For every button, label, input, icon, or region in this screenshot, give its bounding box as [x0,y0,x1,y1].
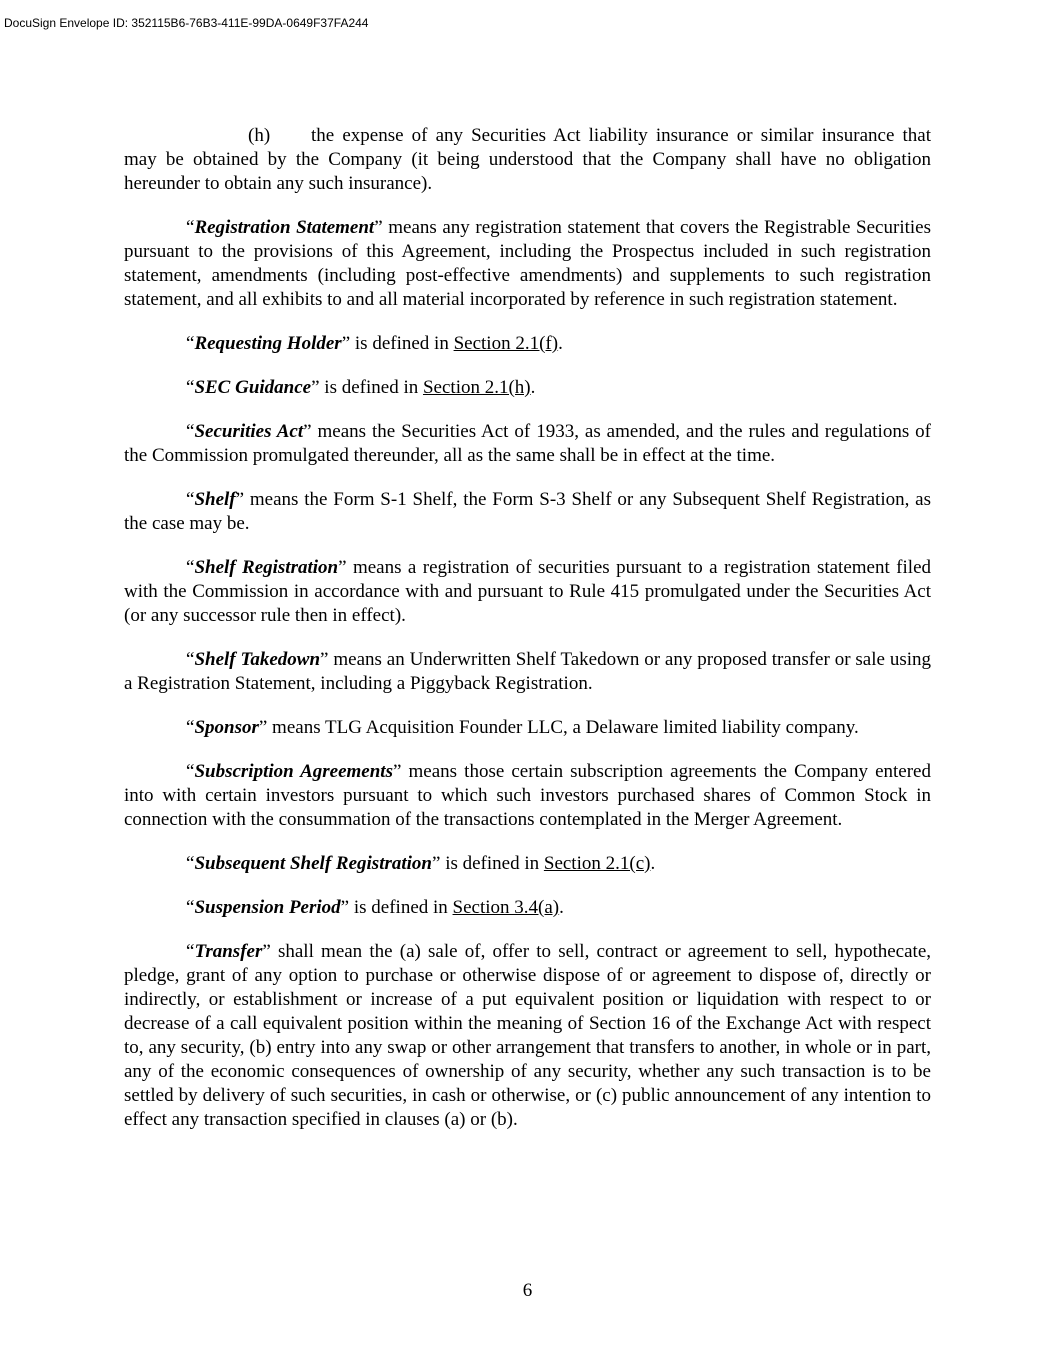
definition-item: “Shelf Takedown” means an Underwritten Shelf Takedown or any proposed transfer or sale using a Registration Statement, including a Piggyback Registration. [124,649,932,694]
clause-h [124,124,931,196]
definition-item: “Requesting Holder” is defined in Section 2.1(f). [186,333,563,354]
definition-text: means any registration statement that covers the Registrable Securities pursuant to the provisions of this Agreement, including the Prospectus included in such registration statement, amendments (including post-effective amendments) and supplements to such registration statement, and all exhibits to and all material incorporated by reference in such registration statement. [124,217,931,310]
defined-term: Sponsor [194,717,259,738]
definition-text: means an Underwritten Shelf Takedown or any proposed transfer or sale using a Registration Statement, including a Piggyback Registration. [124,649,932,694]
definition-item: “SEC Guidance” is defined in Section 2.1(h). [186,377,536,398]
defined-term: Securities Act [194,421,304,442]
definition-item: “Registration Statement” means any registration statement that covers the Registrable Securities pursuant to the provisions of this Agreement, including the Prospectus included in such registration statement, amendments (including post-effective amendments) and supplements to such registration statement, and all exhibits to and all material incorporated by reference in such registration statement. [124,217,931,310]
definition-tail: . [530,377,536,398]
clause-text: the expense of any Securities Act liability insurance or similar insurance that may be obtained by the Company (it being understood that the Company shall have no obligation hereunder to obtain any such insurance). [124,125,931,194]
section-reference: Section 2.1(f) [453,333,559,354]
definition-tail: . [558,333,563,354]
defined-term: Shelf Takedown [194,649,321,670]
definition-text: means a registration of securities pursuant to a registration statement filed with the Commission in accordance with and pursuant to Rule 415 promulgated under the Securities Act (or any successor rule then in effect). [124,557,931,626]
definition-item: “Transfer” shall mean the (a) sale of, offer to sell, contract or agreement to sell, hypothecate, pledge, grant of any option to purchase or otherwise dispose of or agreement to dispose of, directly or indirectly, or establishment or increase of a put equivalent position or liquidation with respect to or decrease of a call equivalent position within the meaning of Section 16 of the Exchange Act with respect to, any security, (b) entry into any swap or other arrangement that transfers to another, in whole or in part, any of the economic consequences of ownership of any security, whether any such transaction is to be settled by delivery of such securities, in cash or otherwise, or (c) public announcement of any intention to effect any transaction specified in clauses (a) or (b). [124,941,931,1130]
defined-term: Suspension Period [194,897,341,918]
definition-item: “Shelf” means the Form S-1 Shelf, the Form S-3 Shelf or any Subsequent Shelf Registration, as the case may be. [124,489,931,534]
defined-term: SEC Guidance [194,377,312,398]
definition-text: is defined in [350,333,454,354]
definition-text: means those certain subscription agreements the Company entered into with certain investors pursuant to which such investors purchased shares of Common Stock in connection with the consummation of the transactions contemplated in the Merger Agreement. [124,761,931,830]
definition-tail: . [650,853,656,874]
definition-text: means TLG Acquisition Founder LLC, a Delaware limited liability company. [267,717,859,738]
section-reference: Section 2.1(c) [543,853,651,874]
definitions-list [124,216,931,1132]
definition-item: “Suspension Period” is defined in Section 3.4(a). [186,897,564,918]
definition-item: “Securities Act” means the Securities Act of 1933, as amended, and the rules and regulations of the Commission promulgated thereunder, all as the same shall be in effect at the time. [124,421,931,466]
defined-term: Registration Statement [194,217,375,238]
page-number: 6 [522,1280,533,1301]
definition-text: means the Securities Act of 1933, as amended, and the rules and regulations of the Commission promulgated thereunder, all as the same shall be in effect at the time. [124,421,931,466]
definition-item: “Shelf Registration” means a registration of securities pursuant to a registration statement filed with the Commission in accordance with and pursuant to Rule 415 promulgated under the Securities Act (or any successor rule then in effect). [124,557,931,626]
docusign-envelope-id: DocuSign Envelope ID: 352115B6-76B3-411E-99DA-0649F37FA244 [4,16,369,30]
section-reference: Section 3.4(a) [452,897,560,918]
defined-term: Shelf Registration [194,557,339,578]
defined-term: Subsequent Shelf Registration [194,853,432,874]
definition-text: is defined in [319,377,423,398]
definition-item: “Subsequent Shelf Registration” is defined in Section 2.1(c). [186,853,656,874]
defined-term: Shelf [194,489,236,510]
definition-text: shall mean the (a) sale of, offer to sell, contract or agreement to sell, hypothecate, pledge, grant of any option to purchase or otherwise dispose of or agreement to dispose of, directly or indirectly, or establishment or increase of a put equivalent position or liquidation with respect to or decrease of a call equivalent position within the meaning of Section 16 of the Exchange Act with respect to, any security, (b) entry into any swap or other arrangement that transfers to another, in whole or in part, any of the economic consequences of ownership of any security, whether any such transaction is to be settled by delivery of such securities, in cash or otherwise, or (c) public announcement of any intention to effect any transaction specified in clauses (a) or (b). [124,941,931,1130]
definition-text: means the Form S-1 Shelf, the Form S-3 Shelf or any Subsequent Shelf Registration, as the case may be. [124,489,931,534]
definition-item: “Sponsor” means TLG Acquisition Founder LLC, a Delaware limited liability company. [186,717,859,738]
definition-text: is defined in [349,897,453,918]
definition-item: “Subscription Agreements” means those certain subscription agreements the Company entered into with certain investors pursuant to which such investors purchased shares of Common Stock in connection with the consummation of the transactions contemplated in the Merger Agreement. [124,761,931,830]
defined-term: Transfer [194,941,263,962]
defined-term: Subscription Agreements [194,761,393,782]
section-reference: Section 2.1(h) [422,377,531,398]
clause-label: (h) [248,125,271,146]
definition-text: is defined in [440,853,544,874]
defined-term: Requesting Holder [194,333,342,354]
document-body [124,124,931,1152]
definition-tail: . [559,897,564,918]
